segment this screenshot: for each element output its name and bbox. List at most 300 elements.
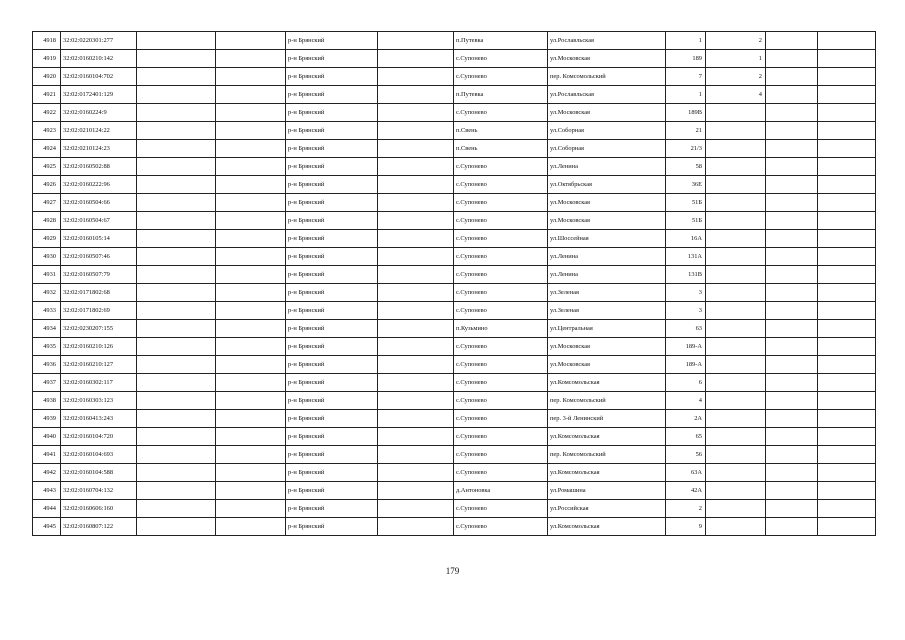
empty-cell — [766, 194, 818, 212]
district-cell: р-н Брянский — [286, 500, 378, 518]
building-number-cell: 1 — [706, 50, 766, 68]
settlement-cell: с.Супонево — [454, 338, 548, 356]
empty-cell — [216, 248, 286, 266]
street-cell: пер. Комсомольский — [548, 68, 666, 86]
empty-cell — [378, 50, 454, 68]
empty-cell — [818, 500, 876, 518]
settlement-cell: с.Супонево — [454, 50, 548, 68]
table-row — [33, 320, 876, 338]
building-number-cell — [706, 392, 766, 410]
row-number-cell: 4930 — [33, 248, 61, 266]
cadastral-number-cell: 32:02:0160807:122 — [61, 518, 137, 536]
empty-cell — [378, 518, 454, 536]
street-cell: ул.Ленина — [548, 248, 666, 266]
district-cell: р-н Брянский — [286, 446, 378, 464]
empty-cell — [216, 104, 286, 122]
table-row — [33, 194, 876, 212]
district-cell: р-н Брянский — [286, 338, 378, 356]
empty-cell — [378, 194, 454, 212]
empty-cell — [818, 104, 876, 122]
empty-cell — [766, 410, 818, 428]
district-cell: р-н Брянский — [286, 428, 378, 446]
empty-cell — [137, 158, 216, 176]
empty-cell — [137, 500, 216, 518]
settlement-cell: с.Супонево — [454, 518, 548, 536]
cadastral-number-cell: 32:02:0160104:693 — [61, 446, 137, 464]
building-number-cell — [706, 176, 766, 194]
house-number-cell: 51Б — [666, 194, 706, 212]
building-number-cell — [706, 122, 766, 140]
table-row — [33, 140, 876, 158]
street-cell: пер. Комсомольский — [548, 392, 666, 410]
empty-cell — [766, 500, 818, 518]
street-cell: ул.Зеленая — [548, 284, 666, 302]
empty-cell — [766, 302, 818, 320]
building-number-cell — [706, 212, 766, 230]
building-number-cell — [706, 302, 766, 320]
page-number: 179 — [445, 566, 460, 576]
house-number-cell: 6 — [666, 374, 706, 392]
settlement-cell: с.Супонево — [454, 428, 548, 446]
settlement-cell: с.Супонево — [454, 356, 548, 374]
building-number-cell — [706, 230, 766, 248]
empty-cell — [378, 158, 454, 176]
cadastral-number-cell: 32:02:0160303:123 — [61, 392, 137, 410]
empty-cell — [818, 176, 876, 194]
house-number-cell: 9 — [666, 518, 706, 536]
empty-cell — [378, 446, 454, 464]
table-row — [33, 212, 876, 230]
empty-cell — [216, 230, 286, 248]
table-row — [33, 122, 876, 140]
cadastral-number-cell: 32:02:0160105:14 — [61, 230, 137, 248]
house-number-cell: 7 — [666, 68, 706, 86]
empty-cell — [216, 482, 286, 500]
row-number-cell: 4920 — [33, 68, 61, 86]
cadastral-number-cell: 32:02:0160504:66 — [61, 194, 137, 212]
table-row — [33, 50, 876, 68]
empty-cell — [137, 140, 216, 158]
empty-cell — [137, 230, 216, 248]
empty-cell — [137, 338, 216, 356]
street-cell: ул.Ленина — [548, 158, 666, 176]
empty-cell — [818, 86, 876, 104]
empty-cell — [137, 176, 216, 194]
settlement-cell: с.Супонево — [454, 104, 548, 122]
empty-cell — [378, 248, 454, 266]
empty-cell — [818, 194, 876, 212]
empty-cell — [766, 374, 818, 392]
house-number-cell: 2А — [666, 410, 706, 428]
street-cell: пер. Комсомольский — [548, 446, 666, 464]
district-cell: р-н Брянский — [286, 392, 378, 410]
empty-cell — [216, 140, 286, 158]
house-number-cell: 63 — [666, 320, 706, 338]
street-cell: ул.Соборная — [548, 122, 666, 140]
table-row — [33, 410, 876, 428]
empty-cell — [378, 302, 454, 320]
house-number-cell: 4 — [666, 392, 706, 410]
empty-cell — [216, 158, 286, 176]
empty-cell — [766, 428, 818, 446]
house-number-cell: 65 — [666, 428, 706, 446]
empty-cell — [137, 266, 216, 284]
cadastral-number-cell: 32:02:0171802:68 — [61, 284, 137, 302]
table-row — [33, 230, 876, 248]
settlement-cell: с.Супонево — [454, 266, 548, 284]
table-row — [33, 338, 876, 356]
table-row — [33, 158, 876, 176]
building-number-cell — [706, 446, 766, 464]
district-cell: р-н Брянский — [286, 284, 378, 302]
empty-cell — [818, 122, 876, 140]
cadastral-number-cell: 32:02:0171802:69 — [61, 302, 137, 320]
street-cell: ул.Ленина — [548, 266, 666, 284]
empty-cell — [818, 464, 876, 482]
empty-cell — [378, 212, 454, 230]
table-row — [33, 482, 876, 500]
empty-cell — [216, 320, 286, 338]
building-number-cell — [706, 140, 766, 158]
settlement-cell: с.Супонево — [454, 446, 548, 464]
table-row — [33, 176, 876, 194]
house-number-cell: 189В — [666, 104, 706, 122]
empty-cell — [766, 284, 818, 302]
empty-cell — [818, 428, 876, 446]
settlement-cell: с.Супонево — [454, 212, 548, 230]
house-number-cell: 1 — [666, 32, 706, 50]
empty-cell — [766, 230, 818, 248]
table-row — [33, 374, 876, 392]
cadastral-number-cell: 32:02:0160504:67 — [61, 212, 137, 230]
empty-cell — [137, 518, 216, 536]
district-cell: р-н Брянский — [286, 356, 378, 374]
empty-cell — [766, 248, 818, 266]
house-number-cell: 3 — [666, 302, 706, 320]
empty-cell — [378, 284, 454, 302]
empty-cell — [216, 356, 286, 374]
empty-cell — [378, 266, 454, 284]
cadastral-number-cell: 32:02:0210124:22 — [61, 122, 137, 140]
empty-cell — [766, 338, 818, 356]
empty-cell — [378, 140, 454, 158]
empty-cell — [766, 266, 818, 284]
empty-cell — [378, 464, 454, 482]
street-cell: ул.Московская — [548, 104, 666, 122]
empty-cell — [766, 122, 818, 140]
register-table — [32, 31, 876, 536]
table-row — [33, 284, 876, 302]
empty-cell — [137, 392, 216, 410]
street-cell: ул.Московская — [548, 338, 666, 356]
table-row — [33, 266, 876, 284]
empty-cell — [766, 68, 818, 86]
table-row — [33, 500, 876, 518]
row-number-cell: 4943 — [33, 482, 61, 500]
empty-cell — [818, 356, 876, 374]
district-cell: р-н Брянский — [286, 482, 378, 500]
empty-cell — [378, 392, 454, 410]
district-cell: р-н Брянский — [286, 230, 378, 248]
empty-cell — [216, 32, 286, 50]
settlement-cell: с.Супонево — [454, 158, 548, 176]
empty-cell — [378, 338, 454, 356]
empty-cell — [766, 140, 818, 158]
empty-cell — [766, 158, 818, 176]
table-row — [33, 32, 876, 50]
street-cell: ул.Комсомольская — [548, 428, 666, 446]
empty-cell — [216, 68, 286, 86]
street-cell: ул.Московская — [548, 50, 666, 68]
empty-cell — [818, 50, 876, 68]
house-number-cell: 131А — [666, 248, 706, 266]
settlement-cell: д.Антоновка — [454, 482, 548, 500]
row-number-cell: 4919 — [33, 50, 61, 68]
empty-cell — [216, 518, 286, 536]
empty-cell — [766, 464, 818, 482]
building-number-cell: 2 — [706, 32, 766, 50]
empty-cell — [216, 374, 286, 392]
street-cell: пер. 3-й Ленинский — [548, 410, 666, 428]
district-cell: р-н Брянский — [286, 410, 378, 428]
district-cell: р-н Брянский — [286, 320, 378, 338]
empty-cell — [137, 194, 216, 212]
row-number-cell: 4929 — [33, 230, 61, 248]
district-cell: р-н Брянский — [286, 266, 378, 284]
empty-cell — [766, 50, 818, 68]
table-row — [33, 356, 876, 374]
street-cell: ул.Зеленая — [548, 302, 666, 320]
cadastral-number-cell: 32:02:0230207:155 — [61, 320, 137, 338]
table-row — [33, 392, 876, 410]
empty-cell — [818, 446, 876, 464]
empty-cell — [818, 518, 876, 536]
district-cell: р-н Брянский — [286, 374, 378, 392]
empty-cell — [378, 86, 454, 104]
house-number-cell: 56 — [666, 446, 706, 464]
empty-cell — [818, 410, 876, 428]
empty-cell — [216, 302, 286, 320]
building-number-cell — [706, 464, 766, 482]
street-cell: ул.Ромашина — [548, 482, 666, 500]
empty-cell — [818, 140, 876, 158]
table-row — [33, 446, 876, 464]
settlement-cell: с.Супонево — [454, 248, 548, 266]
row-number-cell: 4932 — [33, 284, 61, 302]
district-cell: р-н Брянский — [286, 68, 378, 86]
settlement-cell: с.Супонево — [454, 68, 548, 86]
empty-cell — [766, 446, 818, 464]
empty-cell — [766, 32, 818, 50]
street-cell: ул.Рославльская — [548, 32, 666, 50]
row-number-cell: 4937 — [33, 374, 61, 392]
house-number-cell: 189-А — [666, 338, 706, 356]
district-cell: р-н Брянский — [286, 104, 378, 122]
empty-cell — [766, 212, 818, 230]
table-row — [33, 104, 876, 122]
building-number-cell — [706, 104, 766, 122]
district-cell: р-н Брянский — [286, 50, 378, 68]
empty-cell — [818, 266, 876, 284]
empty-cell — [766, 482, 818, 500]
empty-cell — [216, 86, 286, 104]
empty-cell — [137, 482, 216, 500]
district-cell: р-н Брянский — [286, 248, 378, 266]
street-cell: ул.Центральная — [548, 320, 666, 338]
table-body — [33, 32, 876, 536]
settlement-cell: п.Путевка — [454, 32, 548, 50]
empty-cell — [818, 230, 876, 248]
row-number-cell: 4918 — [33, 32, 61, 50]
settlement-cell: п.Кузьмино — [454, 320, 548, 338]
settlement-cell: с.Супонево — [454, 176, 548, 194]
building-number-cell — [706, 266, 766, 284]
settlement-cell: с.Супонево — [454, 410, 548, 428]
settlement-cell: с.Супонево — [454, 464, 548, 482]
street-cell: ул.Российская — [548, 500, 666, 518]
row-number-cell: 4941 — [33, 446, 61, 464]
row-number-cell: 4931 — [33, 266, 61, 284]
house-number-cell: 36Е — [666, 176, 706, 194]
empty-cell — [378, 356, 454, 374]
house-number-cell: 131В — [666, 266, 706, 284]
building-number-cell — [706, 482, 766, 500]
settlement-cell: с.Супонево — [454, 230, 548, 248]
district-cell: р-н Брянский — [286, 32, 378, 50]
district-cell: р-н Брянский — [286, 464, 378, 482]
empty-cell — [818, 482, 876, 500]
empty-cell — [137, 374, 216, 392]
district-cell: р-н Брянский — [286, 158, 378, 176]
empty-cell — [818, 68, 876, 86]
empty-cell — [137, 32, 216, 50]
house-number-cell: 58 — [666, 158, 706, 176]
empty-cell — [216, 500, 286, 518]
empty-cell — [378, 374, 454, 392]
empty-cell — [378, 122, 454, 140]
empty-cell — [818, 284, 876, 302]
row-number-cell: 4940 — [33, 428, 61, 446]
table-row — [33, 518, 876, 536]
table-row — [33, 248, 876, 266]
street-cell: ул.Шоссейная — [548, 230, 666, 248]
building-number-cell — [706, 284, 766, 302]
empty-cell — [766, 518, 818, 536]
row-number-cell: 4926 — [33, 176, 61, 194]
building-number-cell — [706, 356, 766, 374]
empty-cell — [378, 410, 454, 428]
house-number-cell: 21 — [666, 122, 706, 140]
empty-cell — [137, 428, 216, 446]
empty-cell — [137, 212, 216, 230]
cadastral-number-cell: 32:02:0160210:126 — [61, 338, 137, 356]
empty-cell — [137, 464, 216, 482]
empty-cell — [378, 500, 454, 518]
empty-cell — [818, 158, 876, 176]
house-number-cell: 51Б — [666, 212, 706, 230]
house-number-cell: 42А — [666, 482, 706, 500]
table-row — [33, 86, 876, 104]
building-number-cell — [706, 500, 766, 518]
cadastral-number-cell: 32:02:0160507:79 — [61, 266, 137, 284]
cadastral-number-cell: 32:02:0172401:129 — [61, 86, 137, 104]
cadastral-number-cell: 32:02:0160302:117 — [61, 374, 137, 392]
street-cell: ул.Октябрьская — [548, 176, 666, 194]
cadastral-number-cell: 32:02:0160224:9 — [61, 104, 137, 122]
table-row — [33, 428, 876, 446]
empty-cell — [766, 86, 818, 104]
empty-cell — [216, 392, 286, 410]
empty-cell — [137, 446, 216, 464]
cadastral-number-cell: 32:02:0160104:588 — [61, 464, 137, 482]
empty-cell — [818, 392, 876, 410]
empty-cell — [766, 356, 818, 374]
cadastral-number-cell: 32:02:0160104:720 — [61, 428, 137, 446]
row-number-cell: 4928 — [33, 212, 61, 230]
row-number-cell: 4925 — [33, 158, 61, 176]
empty-cell — [766, 176, 818, 194]
row-number-cell: 4934 — [33, 320, 61, 338]
empty-cell — [216, 338, 286, 356]
row-number-cell: 4933 — [33, 302, 61, 320]
building-number-cell — [706, 194, 766, 212]
row-number-cell: 4944 — [33, 500, 61, 518]
empty-cell — [766, 392, 818, 410]
table-row — [33, 464, 876, 482]
empty-cell — [766, 320, 818, 338]
empty-cell — [818, 320, 876, 338]
cadastral-number-cell: 32:02:0210124:23 — [61, 140, 137, 158]
empty-cell — [137, 248, 216, 266]
building-number-cell — [706, 158, 766, 176]
cadastral-number-cell: 32:02:0160210:127 — [61, 356, 137, 374]
house-number-cell: 2 — [666, 500, 706, 518]
empty-cell — [378, 176, 454, 194]
row-number-cell: 4924 — [33, 140, 61, 158]
street-cell: ул.Комсомольская — [548, 464, 666, 482]
empty-cell — [818, 212, 876, 230]
building-number-cell: 2 — [706, 68, 766, 86]
empty-cell — [216, 50, 286, 68]
empty-cell — [818, 248, 876, 266]
building-number-cell: 4 — [706, 86, 766, 104]
building-number-cell — [706, 338, 766, 356]
street-cell: ул.Московская — [548, 356, 666, 374]
cadastral-number-cell: 32:02:0160704:132 — [61, 482, 137, 500]
settlement-cell: с.Супонево — [454, 374, 548, 392]
district-cell: р-н Брянский — [286, 140, 378, 158]
empty-cell — [378, 68, 454, 86]
empty-cell — [378, 32, 454, 50]
empty-cell — [137, 122, 216, 140]
street-cell: ул.Рославльская — [548, 86, 666, 104]
street-cell: ул.Соборная — [548, 140, 666, 158]
cadastral-number-cell: 32:02:0160413:243 — [61, 410, 137, 428]
empty-cell — [216, 410, 286, 428]
house-number-cell: 189 — [666, 50, 706, 68]
building-number-cell — [706, 374, 766, 392]
building-number-cell — [706, 410, 766, 428]
house-number-cell: 3 — [666, 284, 706, 302]
empty-cell — [137, 302, 216, 320]
building-number-cell — [706, 428, 766, 446]
settlement-cell: п.Путевка — [454, 86, 548, 104]
empty-cell — [378, 428, 454, 446]
cadastral-number-cell: 32:02:0160502:88 — [61, 158, 137, 176]
empty-cell — [818, 32, 876, 50]
empty-cell — [137, 50, 216, 68]
empty-cell — [137, 104, 216, 122]
